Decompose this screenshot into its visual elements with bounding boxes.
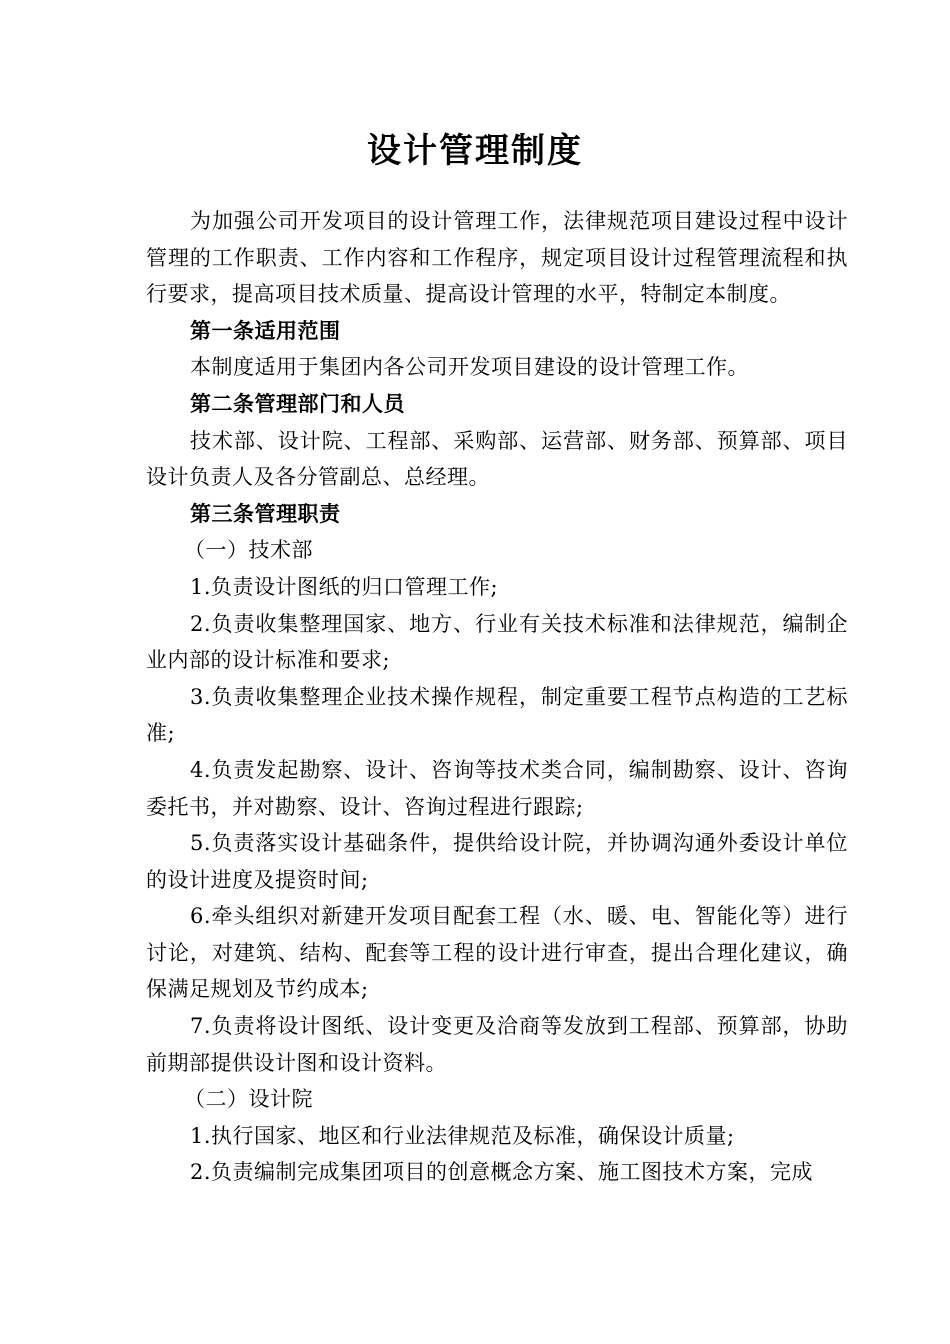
document-title: 设计管理制度: [367, 131, 583, 171]
section-1-heading: （一）技术部: [184, 538, 313, 563]
intro-paragraph: 为加强公司开发项目的设计管理工作，法律规范项目建设过程中设计管理的工作职责、工作内容和工作程序，规定项目设计过程管理流程和执行要求，提高项目技术质量、提高设计管理的水平，特制定本制度。: [146, 209, 848, 307]
list-item: 2.负责编制完成集团项目的创意概念方案、施工图技术方案，完成: [190, 1160, 814, 1185]
list-item: 2.负责收集整理国家、地方、行业有关技术标准和法律规范，编制企业内部的设计标准和要求;: [146, 611, 848, 673]
article-1-heading: 第一条适用范围: [190, 317, 341, 343]
list-item: 7.负责将设计图纸、设计变更及洽商等发放到工程部、预算部，协助前期部提供设计图和设计资料。: [146, 1014, 848, 1075]
list-item: 1.执行国家、地区和行业法律规范及标准，确保设计质量;: [190, 1123, 735, 1148]
list-item: 3.负责收集整理企业技术操作规程，制定重要工程节点构造的工艺标准;: [146, 684, 848, 746]
article-2-text: 技术部、设计院、工程部、采购部、运营部、财务部、预算部、项目设计负责人及各分管副总、总经理。: [146, 428, 848, 490]
list-item: 4.负责发起勘察、设计、咨询等技术类合同，编制勘察、设计、咨询委托书，并对勘察、设计、咨询过程进行跟踪;: [146, 757, 848, 819]
document-body: [146, 203, 848, 1191]
list-item: 1.负责设计图纸的归口管理工作;: [190, 574, 499, 599]
article-2-heading: 第二条管理部门和人员: [190, 390, 405, 416]
list-item: 5.负责落实设计基础条件，提供给设计院，并协调沟通外委设计单位的设计进度及提资时间;: [146, 831, 848, 892]
article-3-heading: 第三条管理职责: [190, 500, 341, 526]
section-2-heading: （二）设计院: [184, 1087, 313, 1112]
list-item: 6.牵头组织对新建开发项目配套工程（水、暖、电、智能化等）进行讨论，对建筑、结构、配套等工程的设计进行审查，提出合理化建议，确保满足规划及节约成本;: [146, 904, 848, 1002]
article-1-text: 本制度适用于集团内各公司开发项目建设的设计管理工作。: [190, 355, 749, 380]
